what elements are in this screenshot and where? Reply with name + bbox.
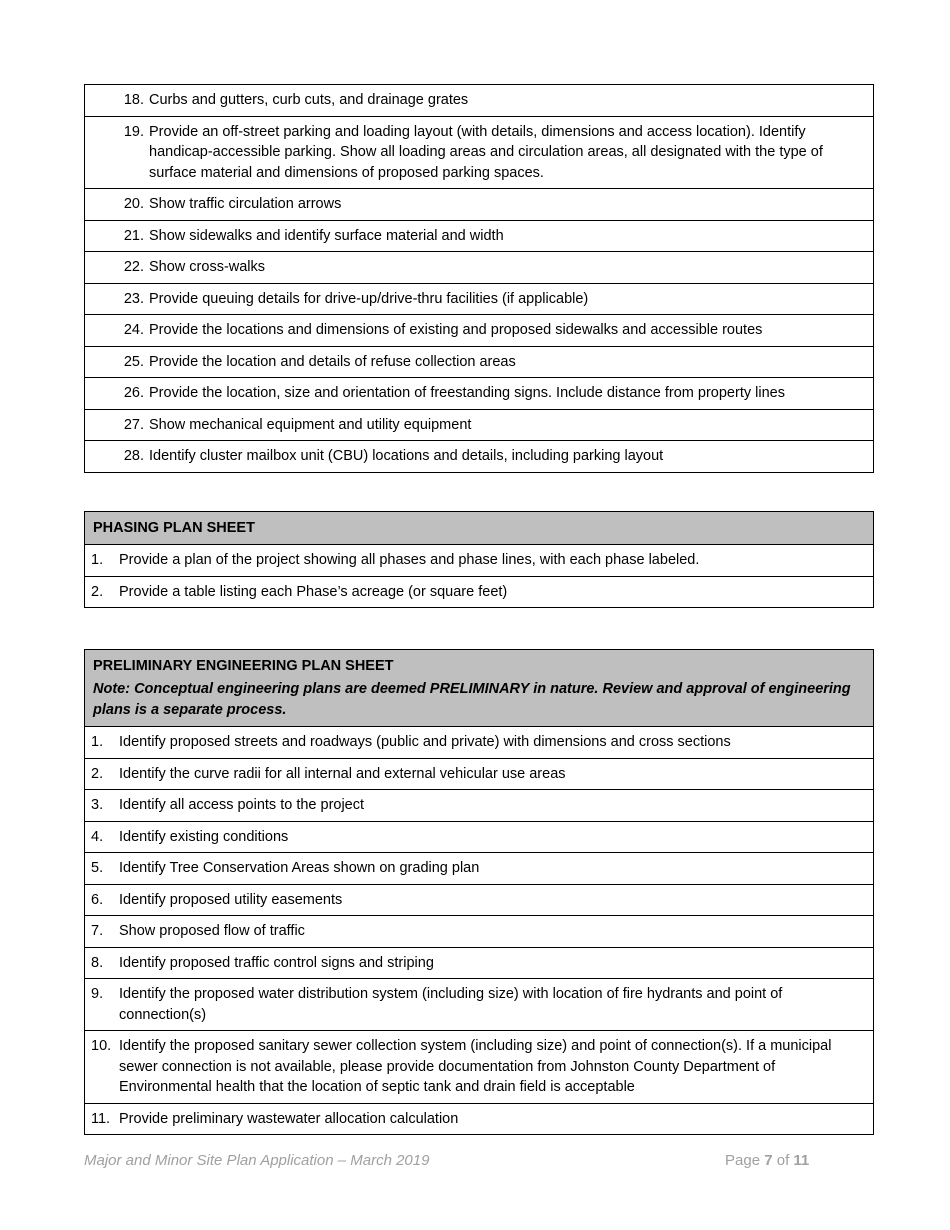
item-number: 1. [91,734,104,750]
site-plan-requirements-table [84,84,874,473]
item-number: 23. [123,290,144,307]
list-item-content [85,916,873,947]
list-item-content [85,1031,873,1103]
list-item [85,545,874,577]
item-number: 20. [123,196,144,212]
table-row [85,85,874,117]
item-number: 18. [123,92,144,108]
item-text: Show cross-walks [149,259,266,275]
list-item-content [85,577,873,608]
engineering-header: PRELIMINARY ENGINEERING PLAN SHEET [93,658,394,674]
table-row [85,979,874,1031]
table-row [85,346,874,378]
item-text: Identify the curve radii for all internal and external vehicular use areas [119,765,566,782]
page-label: Page [725,1152,761,1169]
item-text: Identify all access points to the project [119,797,365,813]
list-item [85,346,874,378]
page-current: 7 [764,1152,773,1169]
item-text: Identify existing conditions [119,828,289,845]
list-item-content [85,441,873,472]
table-row [85,576,874,608]
list-item-content [85,252,873,283]
list-item [85,220,874,252]
list-item [85,116,874,189]
footer-document-title: Major and Minor Site Plan Application – March 2019 [84,1152,430,1169]
item-text: Provide the location and details of refuse collection areas [149,353,516,370]
engineering-header-cell [85,650,874,727]
item-text: Show proposed flow of traffic [119,923,305,939]
list-item-content [85,378,873,409]
item-number: 26. [123,385,144,401]
list-item-content [85,85,873,116]
list-item [85,790,874,822]
list-item-content [85,347,873,378]
item-number: 3. [91,797,104,813]
table-row [85,1031,874,1104]
item-text: Provide a table listing each Phase’s acreage (or square feet) [119,583,508,600]
list-item [85,283,874,315]
list-item-content [85,221,873,252]
list-item-content [85,284,873,315]
item-number: 11. [91,1110,111,1127]
item-number: 8. [91,954,104,971]
list-item-content [85,790,873,821]
table-row [85,441,874,473]
page-of: of [776,1152,790,1169]
item-number: 2. [91,583,104,600]
table-row [85,947,874,979]
list-item [85,315,874,347]
item-text: Provide an off-street parking and loading layout (with details, dimensions and access location). Identify handicap-accessible parking. Show all loading areas and circulation areas, all designated with the type of surface material and dimensions of proposed parking spaces. [149,123,823,181]
list-item-content [85,727,873,758]
table-row [85,252,874,284]
list-item-content [85,885,873,916]
table-row [85,315,874,347]
item-text: Identify the proposed water distribution system (including size) with location of fire hydrants and point of connection(s) [119,986,783,1023]
table-row [85,545,874,577]
list-item-content [85,117,873,189]
table-row [85,853,874,885]
item-text: Show sidewalks and identify surface material and width [149,227,504,244]
item-text: Curbs and gutters, curb cuts, and drainage grates [149,92,469,108]
footer-page-number [725,1152,809,1169]
engineering-note: Note: Conceptual engineering plans are deemed PRELIMINARY in nature. Review and approval of engineering plans is a separate process. [93,681,851,718]
preliminary-engineering-table [84,649,874,1135]
item-text: Provide a plan of the project showing all phases and phase lines, with each phase labeled. [119,552,700,568]
list-item [85,758,874,790]
table-row [85,378,874,410]
item-text: Show mechanical equipment and utility equipment [149,416,472,433]
item-text: Identify proposed traffic control signs and striping [119,954,434,971]
list-item [85,1103,874,1135]
list-item [85,1031,874,1104]
list-item [85,85,874,117]
list-item [85,409,874,441]
item-number: 24. [123,322,144,338]
item-number: 27. [123,416,144,433]
item-number: 28. [123,448,144,464]
table-row [85,116,874,189]
list-item [85,189,874,221]
table-row [85,189,874,221]
item-number: 1. [91,552,104,568]
table-row [85,220,874,252]
item-text: Show traffic circulation arrows [149,196,342,212]
list-item [85,576,874,608]
item-text: Identify the proposed sanitary sewer collection system (including size) and point of connection(s). If a municipal sewer connection is not available, please provide documentation from Johnston County Department of Environmental health that the location of septic tank and drain field is acceptable [119,1038,832,1095]
item-number: 22. [123,259,144,275]
item-text: Identify cluster mailbox unit (CBU) locations and details, including parking layout [149,448,664,464]
table-row [85,758,874,790]
table-row [85,884,874,916]
item-text: Provide the locations and dimensions of existing and proposed sidewalks and accessible routes [149,322,763,338]
item-text: Provide the location, size and orientation of freestanding signs. Include distance from property lines [149,385,785,401]
list-item-content [85,315,873,346]
item-number: 25. [123,353,144,370]
item-text: Provide queuing details for drive-up/drive-thru facilities (if applicable) [149,290,589,307]
list-item [85,947,874,979]
list-item [85,884,874,916]
item-number: 6. [91,891,104,908]
item-text: Provide preliminary wastewater allocation calculation [119,1110,459,1127]
list-item-content [85,759,873,790]
list-item-content [85,948,873,979]
table-row [85,409,874,441]
item-number: 10. [91,1038,112,1054]
item-text: Identify Tree Conservation Areas shown on grading plan [119,860,480,876]
phasing-header: PHASING PLAN SHEET [85,512,874,545]
table-row [85,821,874,853]
item-number: 9. [91,986,104,1002]
list-item [85,441,874,473]
list-item-content [85,545,873,576]
list-item-content [85,853,873,884]
list-item [85,821,874,853]
item-text: Identify proposed streets and roadways (public and private) with dimensions and cross sections [119,734,731,750]
item-number: 5. [91,860,104,876]
page-total: 11 [793,1152,810,1169]
list-item-content [85,822,873,853]
list-item-content [85,1104,873,1135]
list-item [85,979,874,1031]
list-item [85,378,874,410]
list-item [85,916,874,948]
table-row [85,790,874,822]
item-text: Identify proposed utility easements [119,891,343,908]
item-number: 4. [91,828,104,845]
list-item [85,727,874,759]
list-item-content [85,979,873,1030]
item-number: 7. [91,923,104,939]
list-item-content [85,189,873,220]
item-number: 19. [123,123,144,140]
table-row [85,283,874,315]
phasing-plan-table [84,511,874,608]
list-item-content [85,410,873,441]
table-row [85,916,874,948]
list-item [85,252,874,284]
item-number: 21. [123,227,144,244]
table-row [85,727,874,759]
table-row [85,1103,874,1135]
item-number: 2. [91,765,104,782]
list-item [85,853,874,885]
